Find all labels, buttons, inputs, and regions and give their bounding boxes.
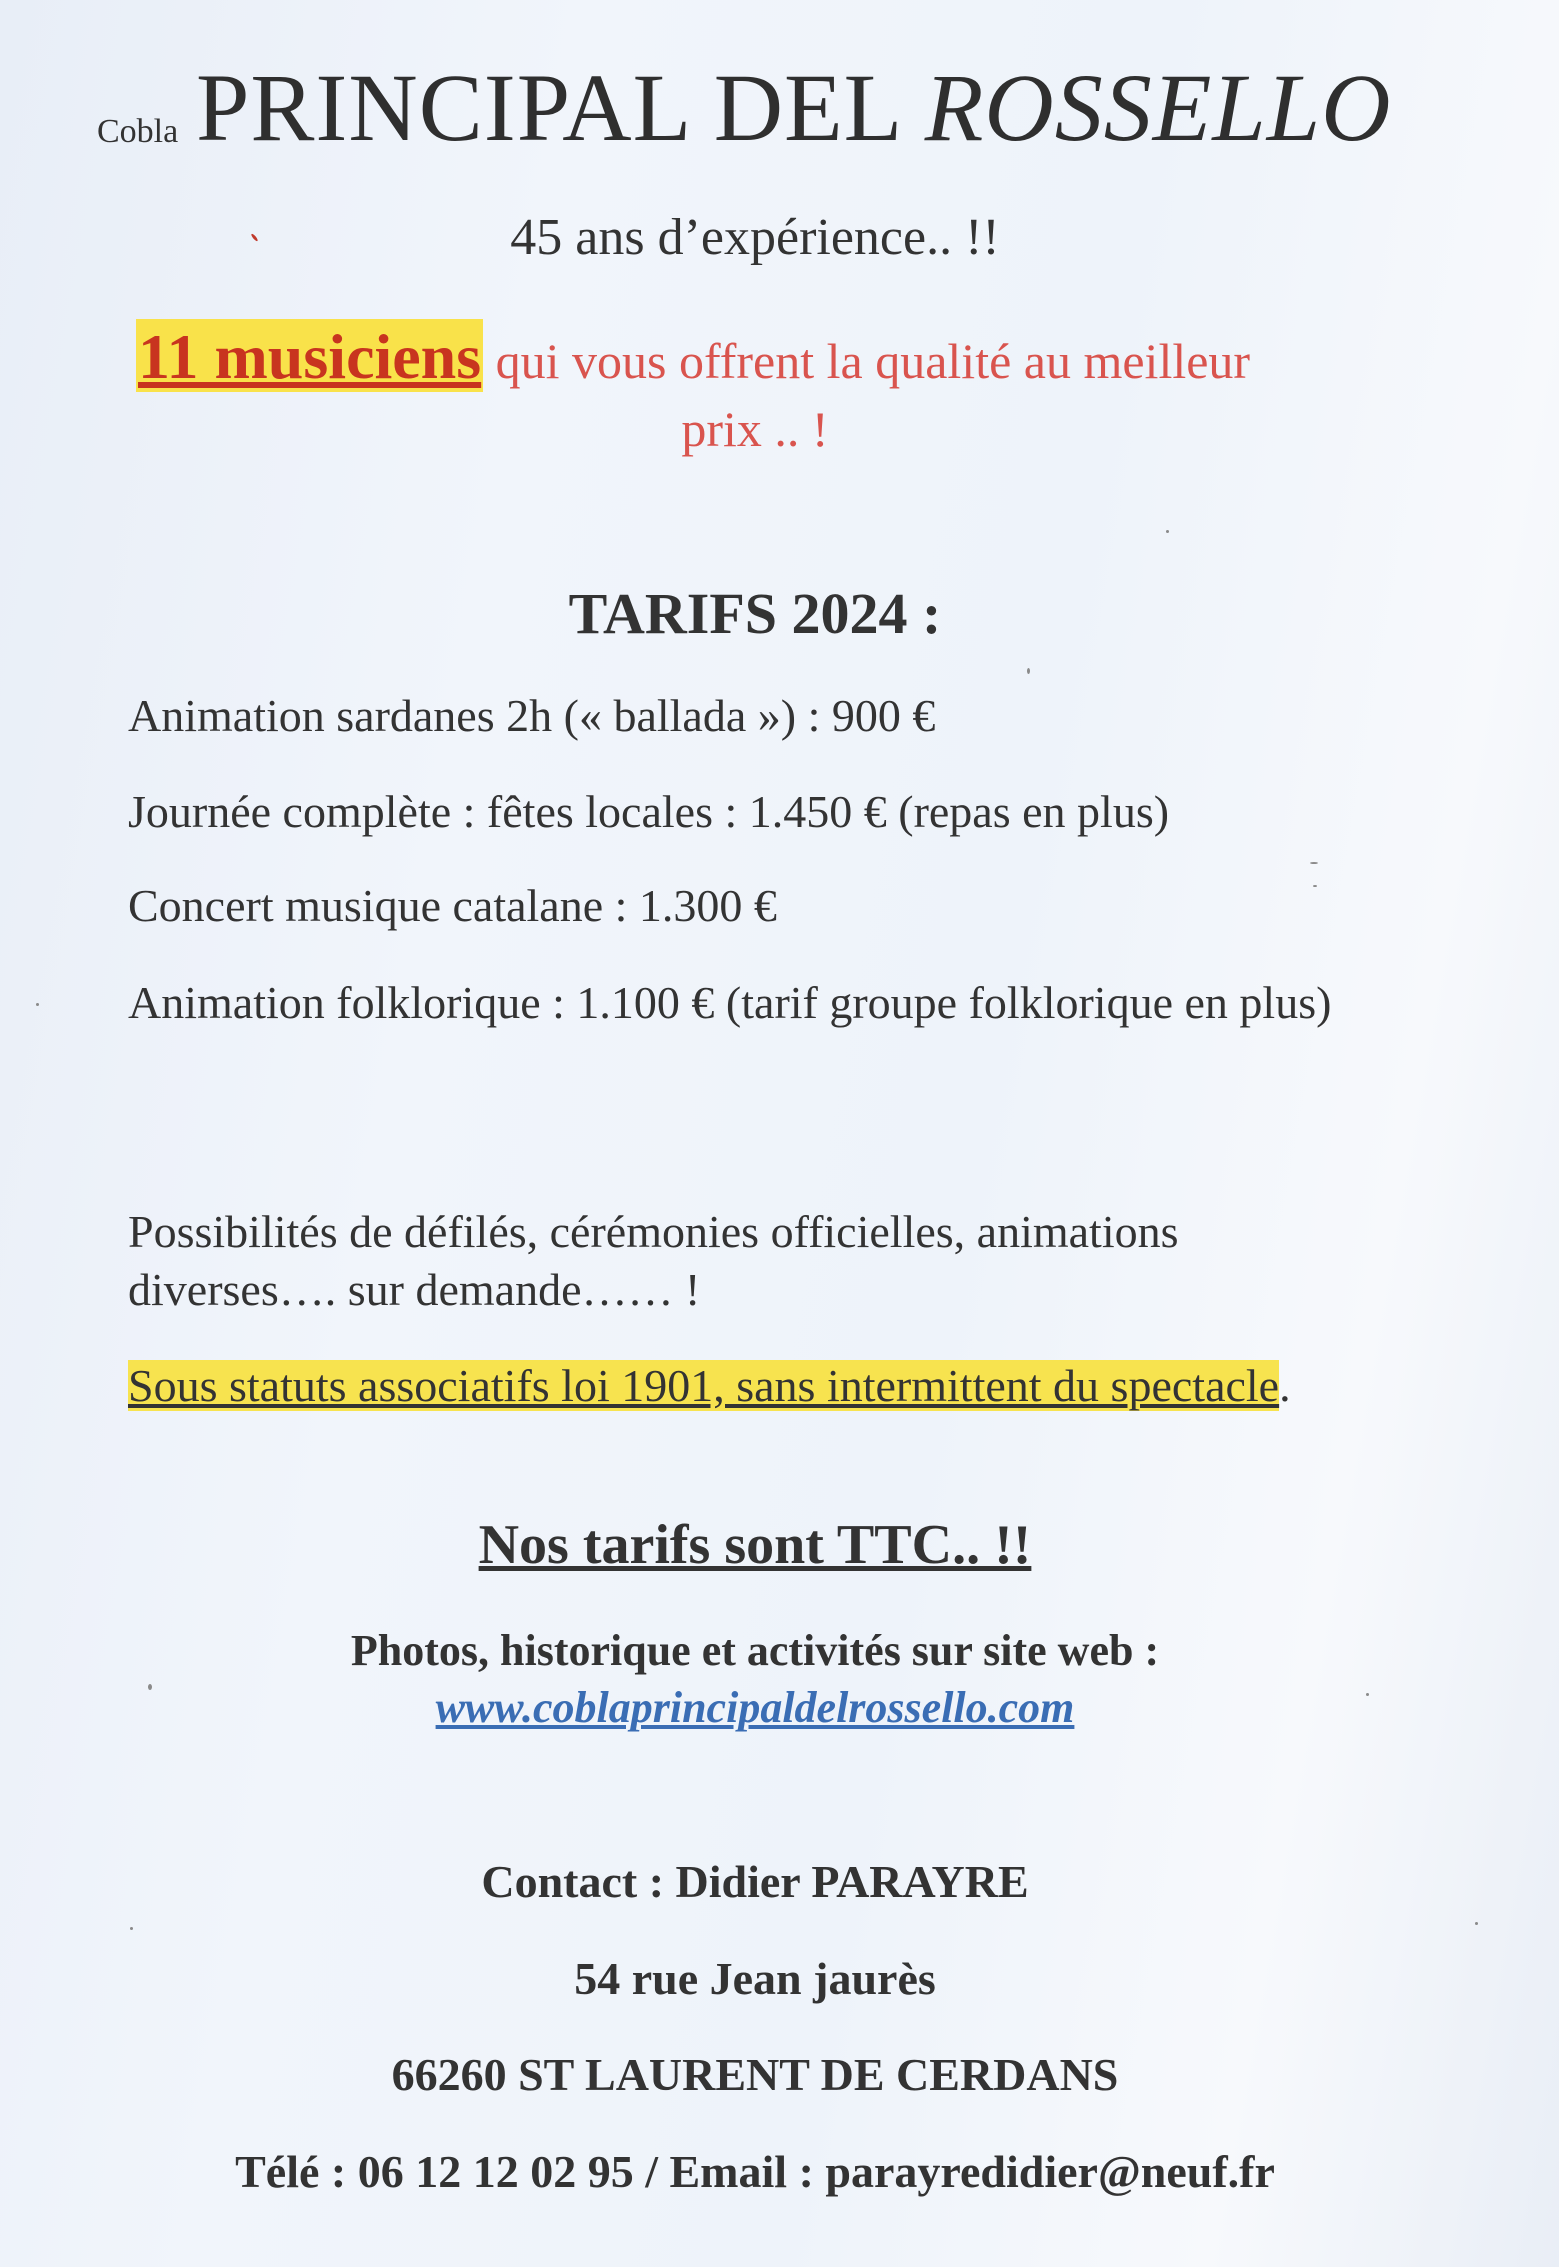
statuts-text xyxy=(128,1357,1328,1415)
page-title xyxy=(196,52,1391,163)
price-item: Animation folklorique : 1.100 € (tarif groupe folklorique en plus) xyxy=(128,977,1332,1028)
scan-speck xyxy=(1166,530,1169,533)
contact-phone-email: Télé : 06 12 12 02 95 / Email : parayredidier@neuf.fr xyxy=(235,2146,1275,2197)
price-item: Journée complète : fêtes locales : 1.450 € (repas en plus) xyxy=(128,786,1170,837)
title-italic: ROSSELLO xyxy=(924,54,1392,161)
tagline-line-2: prix .. ! xyxy=(681,401,829,457)
scan-speck xyxy=(1313,885,1317,887)
scan-speck xyxy=(36,1003,39,1006)
statuts-suffix: . xyxy=(1279,1360,1291,1411)
scan-speck xyxy=(1310,862,1318,864)
statuts-highlight: Sous statuts associatifs loi 1901, sans intermittent du spectacle xyxy=(128,1360,1280,1411)
price-item: Animation sardanes 2h (« ballada ») : 900 € xyxy=(128,690,936,741)
possibilities-text: Possibilités de défilés, cérémonies officielles, animations diverses…. sur demande…… ! xyxy=(128,1206,1179,1315)
price-item: Concert musique catalane : 1.300 € xyxy=(128,880,777,931)
ttc-notice: Nos tarifs sont TTC.. !! xyxy=(478,1514,1032,1576)
scan-speck xyxy=(1475,1922,1478,1925)
cobla-label: Cobla xyxy=(97,113,179,150)
tarifs-heading: TARIFS 2024 : xyxy=(568,581,942,646)
title-plain: PRINCIPAL DEL xyxy=(196,54,925,161)
tagline-line-1 xyxy=(136,320,1250,394)
contact-street: 54 rue Jean jaurès xyxy=(574,1953,936,2004)
website-intro: Photos, historique et activités sur site web : xyxy=(350,1626,1160,1675)
website-link[interactable]: www.coblaprincipaldelrossello.com xyxy=(435,1683,1075,1732)
experience-subtitle: 45 ans d’expérience.. !! xyxy=(510,209,1000,266)
musiciens-highlight: 11 musiciens xyxy=(138,321,482,392)
tagline-rest: qui vous offrent la qualité au meilleur xyxy=(483,333,1251,389)
scan-speck xyxy=(1366,1693,1369,1696)
scan-speck xyxy=(130,1927,133,1930)
contact-city: 66260 ST LAURENT DE CERDANS xyxy=(391,2049,1119,2100)
scan-speck xyxy=(148,1684,152,1690)
contact-name: Contact : Didier PARAYRE xyxy=(481,1856,1029,1907)
scan-speck xyxy=(1027,668,1030,674)
